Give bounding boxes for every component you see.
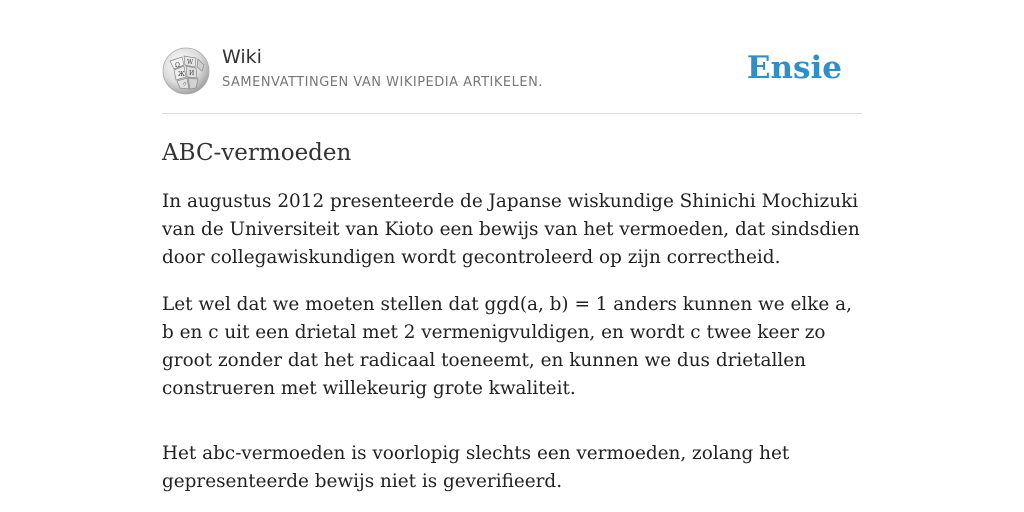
site-title[interactable]: Wiki [222, 46, 262, 68]
site-tagline: SAMENVATTINGEN VAN WIKIPEDIA ARTIKELEN. [222, 75, 543, 90]
article-paragraph: In augustus 2012 presenteerde de Japanse wiskundige Shinichi Mochizuki van de Universiteit van Kioto een bewijs van het vermoeden, dat sindsdien door collegawiskundigen wordt gecontroleerd op zijn correctheid. [162, 191, 860, 268]
svg-text:Ω: Ω [175, 62, 180, 69]
article-paragraph: Let wel dat we moeten stellen dat ggd(a, b) = 1 anders kunnen we elke a, b en c uit een drietal met 2 vermenigvuldigen, en wordt c twee keer zo groot zonder dat het radicaal toeneemt, en kunnen we dus drietallen construeren met willekeurig grote kwaliteit. [162, 294, 852, 399]
article [162, 138, 862, 512]
wikipedia-globe-icon[interactable] [162, 47, 210, 95]
svg-text:Ж: Ж [178, 71, 185, 78]
brand-logo[interactable]: Ensie [746, 50, 842, 86]
article-paragraph: Het abc-vermoeden is voorlopig slechts een vermoeden, zolang het gepresenteerde bewijs niet is geverifieerd. [162, 443, 790, 492]
site-header [162, 44, 862, 100]
svg-text:ウ: ウ [182, 82, 188, 88]
svg-text:W: W [187, 59, 194, 66]
header-divider [162, 113, 862, 114]
article-title: ABC-vermoeden [162, 140, 352, 166]
svg-text:И: И [189, 70, 195, 77]
